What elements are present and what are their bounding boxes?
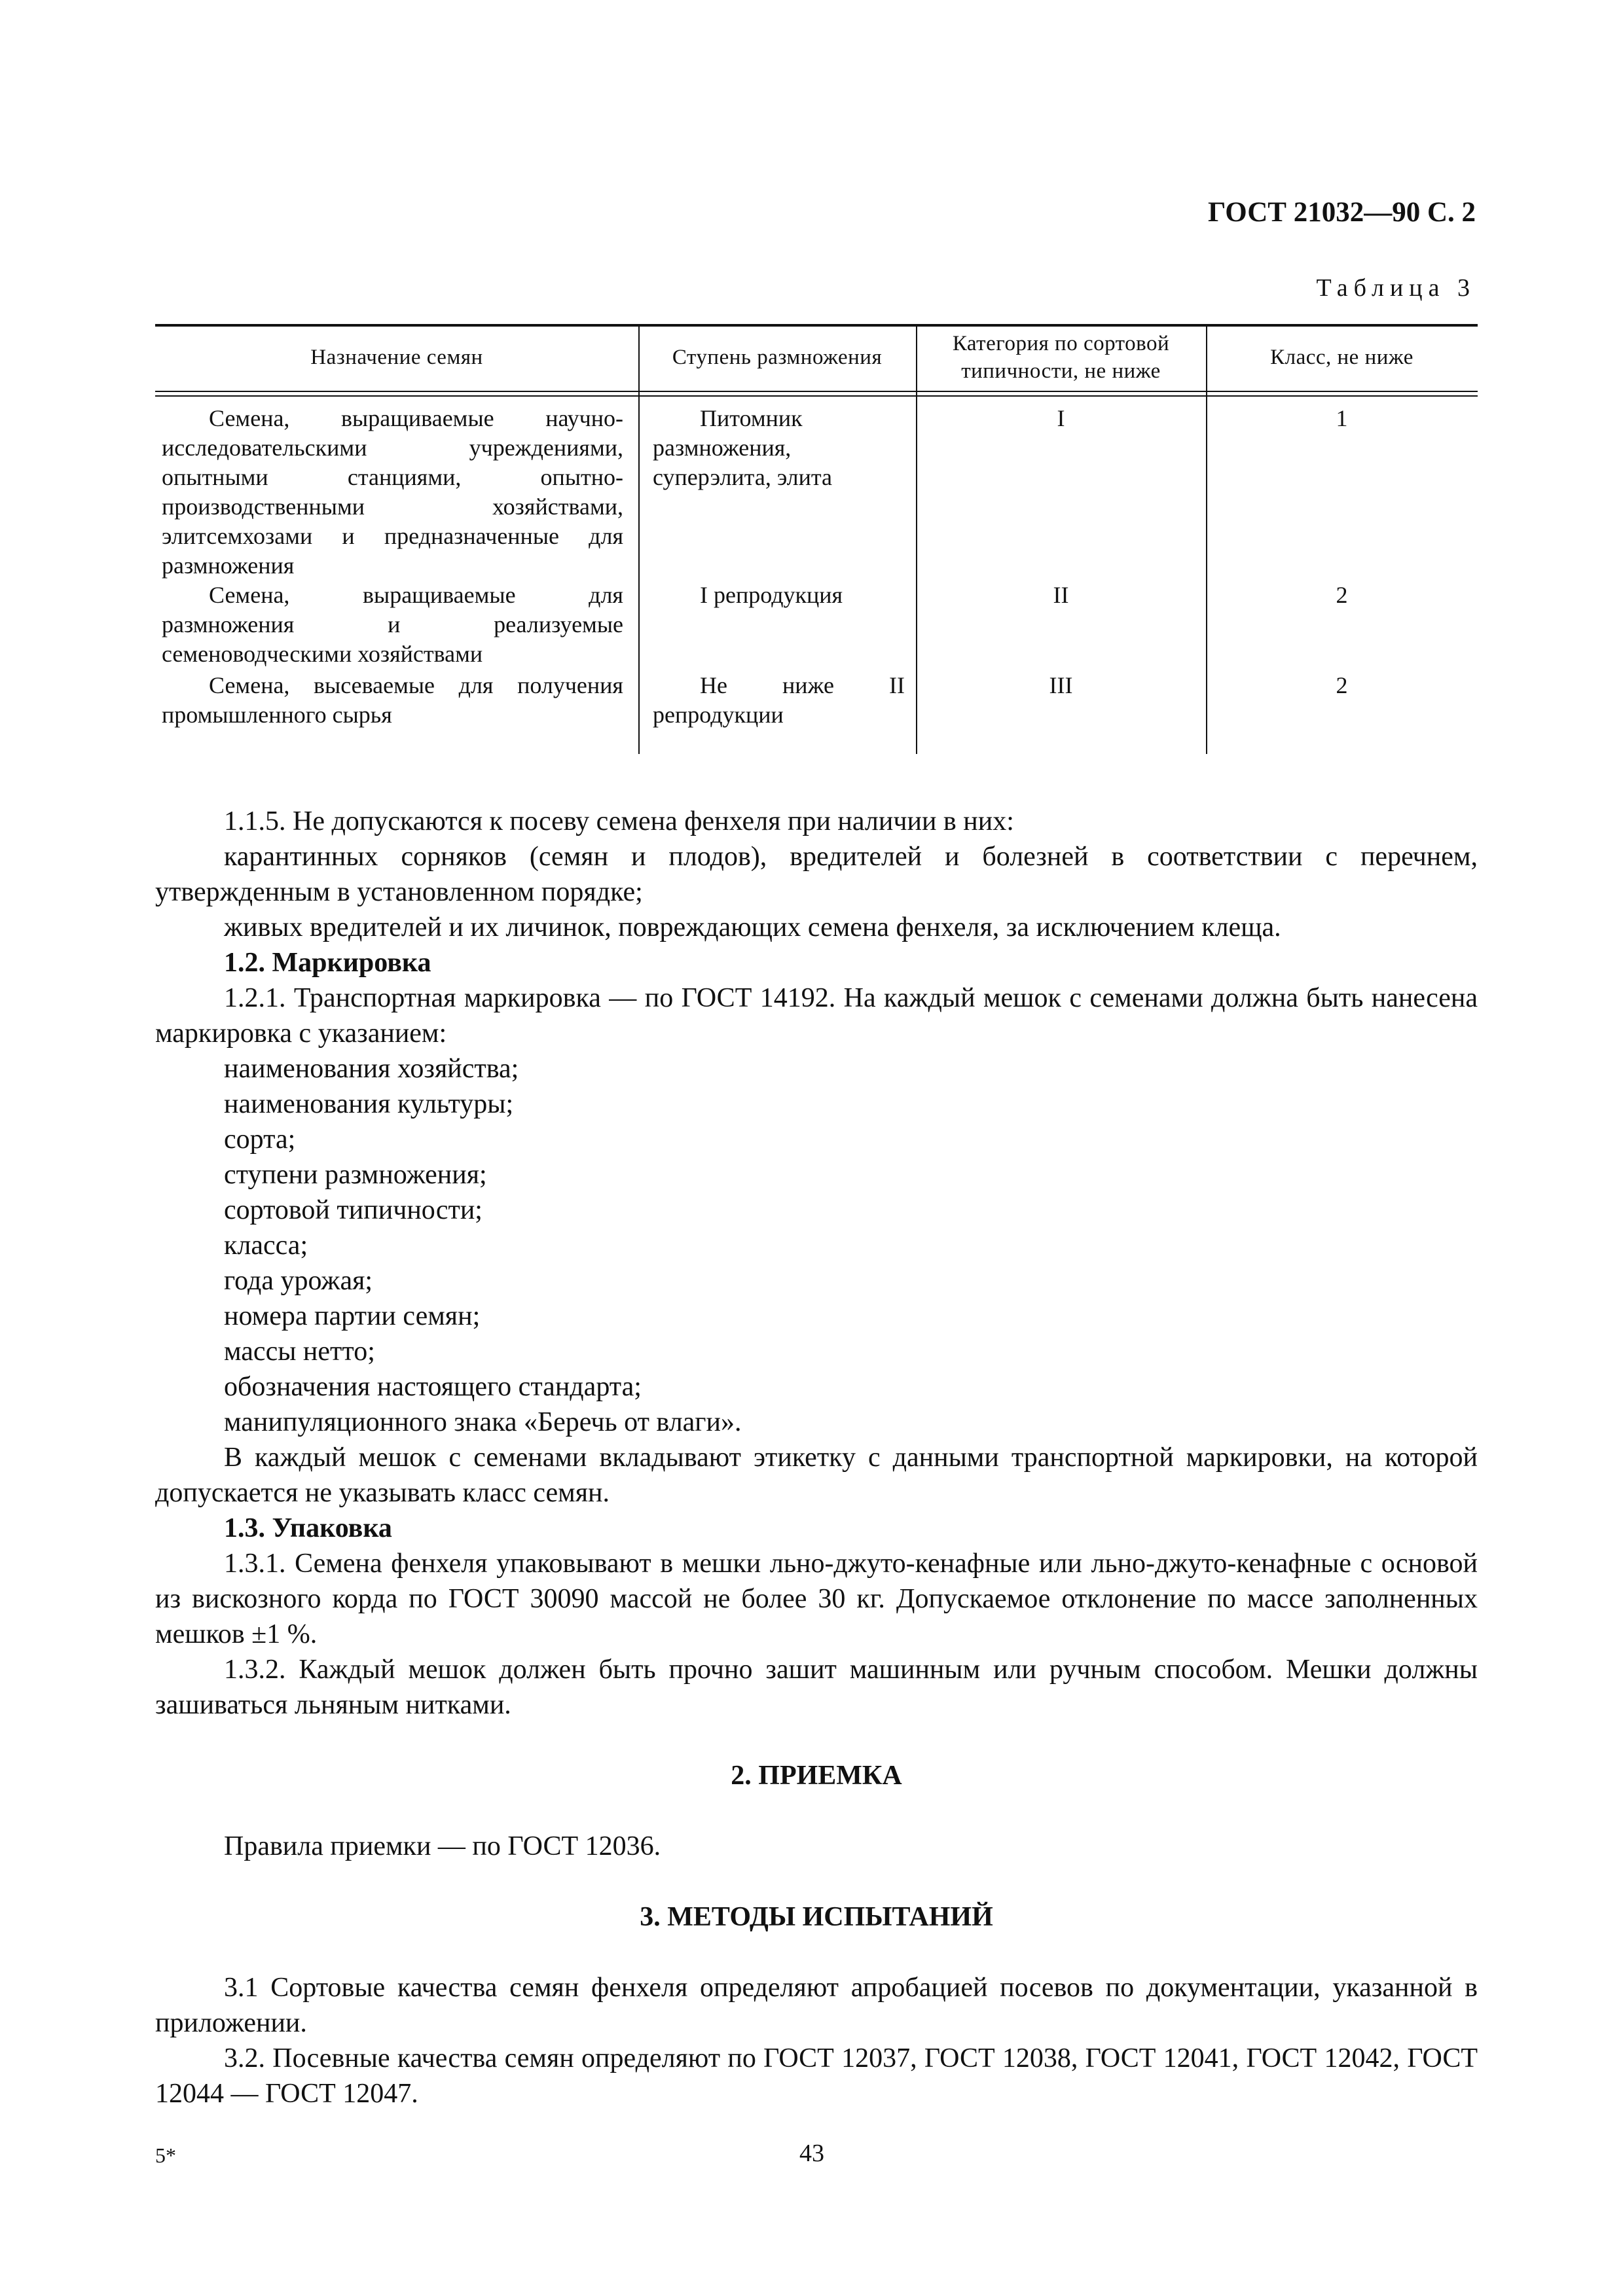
section-heading-acceptance: 2. ПРИЕМКА <box>731 1761 902 1791</box>
list-item: массы нетто; <box>224 1336 375 1367</box>
list-item: обозначения настоящего стандарта; <box>224 1372 642 1402</box>
table-header-category: Категория по сортовой типичности, не ниже <box>952 332 1170 383</box>
list-item: сортовой типичности; <box>224 1195 483 1225</box>
table-header-purpose: Назначение семян <box>310 346 483 369</box>
table-cell-class: 2 <box>1336 672 1348 698</box>
paragraph-1-3-2: 1.3.2. Каждый мешок должен быть прочно зашит машинным или ручным способом. Мешки должны зашиваться льняным нитками. <box>155 1655 1478 1720</box>
paragraph-1-1-5: 1.1.5. Не допускаются к посеву семена фенхеля при наличии в них: <box>224 806 1014 836</box>
document-header: ГОСТ 21032—90 С. 2 <box>1207 197 1476 228</box>
page-number: 43 <box>799 2140 824 2167</box>
table-cell-class: 2 <box>1336 582 1348 608</box>
list-item: сорта; <box>224 1124 296 1155</box>
table-cell-purpose: Семена, выращиваемые для размножения и реализуемые семеноводческими хозяйствами <box>162 582 623 667</box>
paragraph-3-2: 3.2. Посевные качества семян определяют по ГОСТ 12037, ГОСТ 12038, ГОСТ 12041, ГОСТ 12042, ГОСТ 12044 — ГОСТ 12047. <box>155 2043 1478 2109</box>
paragraph-1-1-5-quarantine: карантинных сорняков (семян и плодов), вредителей и болезней в соответствии с перечнем, утвержденным в установленном порядке; <box>155 842 1478 907</box>
table-cell-stage: Не ниже II репродукции <box>653 672 905 728</box>
paragraph-1-3-1: 1.3.1. Семена фенхеля упаковывают в мешки льно-джуто-кенафные или льно-джуто-кенафные с основой из вискозного корда по ГОСТ 30090 массой не более 30 кг. Допускаемое отклонение по массе заполненных мешков ±1 %. <box>155 1549 1478 1649</box>
list-item: номера партии семян; <box>224 1301 481 1331</box>
list-item: манипуляционного знака «Беречь от влаги». <box>224 1407 742 1437</box>
table-cell-stage: I репродукция <box>700 582 843 608</box>
seed-classes-table <box>155 324 1478 754</box>
section-heading-packing: 1.3. Упаковка <box>224 1513 392 1543</box>
paragraph-1-1-5-pests: живых вредителей и их личинок, повреждающих семена фенхеля, за исключением клеща. <box>224 912 1281 942</box>
table-header-double-rule <box>155 391 1478 397</box>
list-item: класса; <box>224 1230 308 1261</box>
table-cell-category: II <box>1053 582 1069 608</box>
list-item: наименования хозяйства; <box>224 1054 519 1084</box>
table-header-stage: Ступень размножения <box>672 346 883 369</box>
document-body <box>155 804 1478 2111</box>
list-item: наименования культуры; <box>224 1089 514 1119</box>
table-cell-category: III <box>1049 672 1073 698</box>
table-header-class: Класс, не ниже <box>1270 346 1413 369</box>
table-label: Таблица 3 <box>1316 274 1476 302</box>
table-cell-class: 1 <box>1336 405 1348 431</box>
section-heading-test-methods: 3. МЕТОДЫ ИСПЫТАНИЙ <box>640 1902 993 1932</box>
footer-mark: 5* <box>155 2144 176 2167</box>
table-cell-stage: Питомник размножения, суперэлита, элита <box>653 405 833 490</box>
table-cell-purpose: Семена, выращиваемые научно-исследовательскими учреждениями, опытными станциями, опытно-производственными хозяйствами, элитсемхозами и предназначенные для размножения <box>162 405 623 579</box>
list-item: ступени размножения; <box>224 1160 487 1190</box>
paragraph-3-1: 3.1 Сортовые качества семян фенхеля определяют апробацией посевов по документации, указанной в приложении. <box>155 1973 1478 2038</box>
paragraph-label-note: В каждый мешок с семенами вкладывают этикетку с данными транспортной маркировки, на которой допускается не указывать класс семян. <box>155 1443 1478 1508</box>
list-item: года урожая; <box>224 1266 373 1296</box>
section-heading-marking: 1.2. Маркировка <box>224 948 431 978</box>
paragraph-acceptance-rules: Правила приемки — по ГОСТ 12036. <box>224 1831 661 1861</box>
table-cell-purpose: Семена, высеваемые для получения промышленного сырья <box>162 672 623 728</box>
paragraph-1-2-1: 1.2.1. Транспортная маркировка — по ГОСТ 14192. На каждый мешок с семенами должна быть нанесена маркировка с указанием: <box>155 983 1478 1049</box>
table-cell-category: I <box>1057 405 1065 431</box>
